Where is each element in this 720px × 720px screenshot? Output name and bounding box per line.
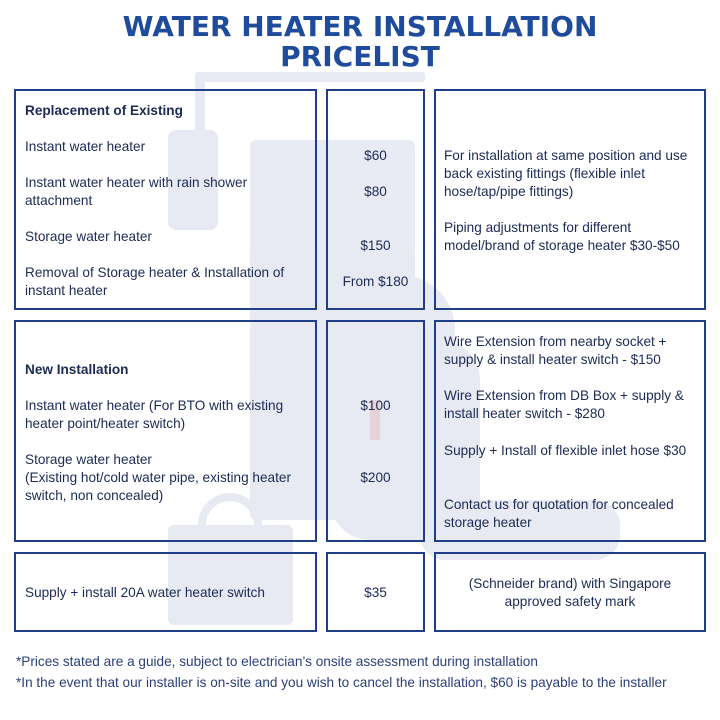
section1-item-label: Removal of Storage heater & Installation of instant heater: [25, 265, 285, 298]
section1-note: For installation at same position and use back existing fittings (flexible inlet hose/tap/pipe fittings): [444, 148, 688, 199]
section2-item-price: $100: [360, 398, 391, 413]
section1-note: Piping adjustments for different model/brand of storage heater $30-$50: [444, 220, 680, 253]
footnote: *Prices stated are a guide, subject to electrician’s onsite assessment during installation: [16, 654, 538, 669]
section1-item-label: Instant water heater: [25, 139, 146, 154]
section1-item-price: $80: [364, 184, 387, 199]
section2-heading: New Installation: [25, 362, 129, 377]
section3-item-label: Supply + install 20A water heater switch: [25, 585, 265, 600]
page-title: [0, 12, 720, 72]
section2-note: Supply + Install of flexible inlet hose $30: [444, 443, 687, 458]
title-line-1: WATER HEATER INSTALLATION: [122, 10, 598, 43]
section2-note: Wire Extension from DB Box + supply & install heater switch - $280: [444, 388, 684, 421]
section2-note: Wire Extension from nearby socket + supply & install heater switch - $150: [444, 334, 667, 367]
section1-item-label: Storage water heater: [25, 229, 152, 244]
title-line-2: PRICELIST: [280, 40, 440, 73]
section2-item-sub: (Existing hot/cold water pipe, existing heater switch, non concealed): [25, 470, 291, 503]
section3-note: (Schneider brand) with Singapore approved safety mark: [468, 576, 672, 609]
section3-item-price: $35: [364, 585, 387, 600]
section1-item-label: Instant water heater with rain shower attachment: [25, 175, 248, 208]
section1-heading: Replacement of Existing: [25, 103, 183, 118]
section2-price-box: [326, 320, 425, 542]
section2-item-label: Instant water heater (For BTO with existing heater point/heater switch): [25, 398, 284, 431]
footnote: *In the event that our installer is on-site and you wish to cancel the installation, $60 is payable to the installer: [16, 675, 667, 690]
section1-item-price: $60: [364, 148, 387, 163]
section2-item-label: Storage water heater: [25, 452, 152, 467]
section1-item-price: $150: [360, 238, 391, 253]
section1-item-price: From $180: [342, 274, 409, 289]
section2-item-price: $200: [360, 470, 391, 485]
section2-note: Contact us for quotation for concealed storage heater: [444, 497, 674, 530]
